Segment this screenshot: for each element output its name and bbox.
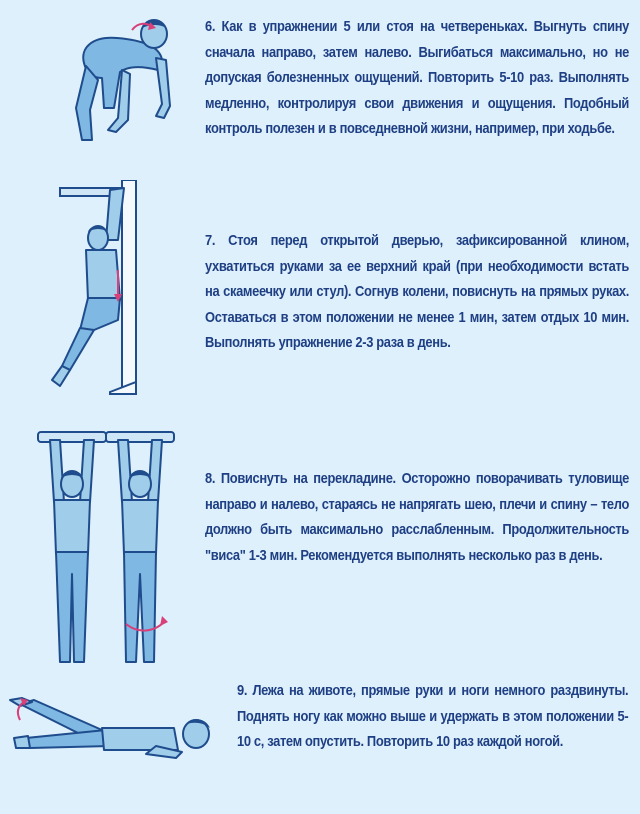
figure-prone-leg-raise-icon [6,690,218,762]
figure-bar-hang-front-icon [36,424,108,674]
figure-all-fours-icon [62,8,174,148]
exercise-9-text: 9. Лежа на животе, прямые руки и ноги немного раздвинуты. Поднять ногу как можно выше и удержать в этом положении 5-10 с, затем опустить. Повторить 10 раз каждой ногой. [237,682,629,750]
figure-bar-hang-rotate-icon [104,424,176,674]
figure-door-hang-icon [40,180,150,402]
exercise-8-text: 8. Повиснуть на перекладине. Осторожно поворачивать туловище направо и налево, стараясь не напрягать шею, плечи и спину – тело должно быть максимально расслабленным. Продолжительность "виса" 1-3 мин. Рекомендуется выполнять несколько раз в день. [205,470,629,564]
exercise-6-text: 6. Как в упражнении 5 или стоя на четвереньках. Выгнуть спину сначала направо, затем налево. Выгибаться максимально, но не допуская болезненных ощущений. Повторить 5-10 раз. Выполнять медленно, контролируя свои движения и ощущения. Подобный контроль полезен и в повседневной жизни, например, при ходьбе. [205,18,629,137]
exercise-7-text: 7. Стоя перед открытой дверью, зафиксированной клином, ухватиться руками за ее верхний край (при необходимости встать на скамеечку или стул). Согнув колени, повиснуть на прямых руках. Оставаться в этом положении не менее 1 мин, затем отдых 10 мин. Выполнять упражнение 2-3 раза в день. [205,232,629,351]
